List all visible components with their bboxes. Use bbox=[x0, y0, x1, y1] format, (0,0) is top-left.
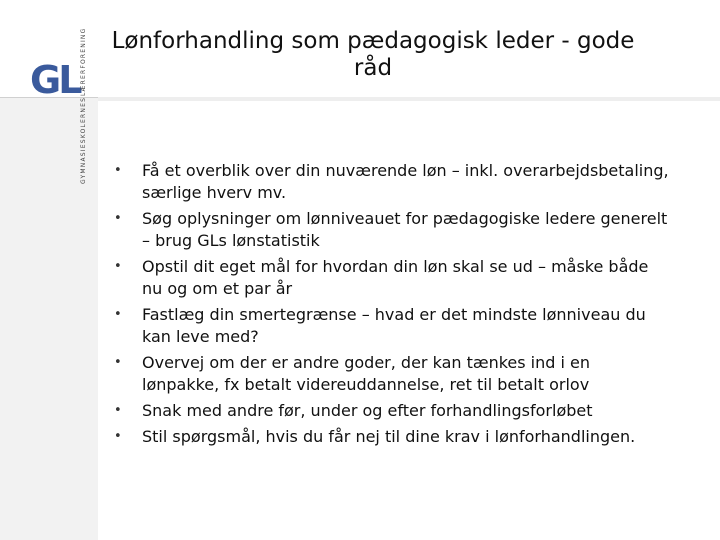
bullet-item bbox=[112, 208, 672, 252]
bullet-text: Stil spørgsmål, hvis du får nej til dine krav i lønforhandlingen. bbox=[142, 427, 636, 446]
bullet-item bbox=[112, 256, 672, 300]
bullet-item bbox=[112, 400, 672, 422]
bullet-dot: • bbox=[114, 307, 122, 322]
header-band bbox=[98, 97, 720, 101]
bullet-text: Snak med andre før, under og efter forhandlingsforløbet bbox=[142, 401, 593, 420]
tagline-lf: LÆRERFORENING bbox=[80, 27, 87, 96]
bullet-dot: • bbox=[114, 429, 122, 444]
bullet-dot: • bbox=[114, 163, 122, 178]
bullet-dot: • bbox=[114, 403, 122, 418]
bullet-text: Få et overblik over din nuværende løn – inkl. overarbejdsbetaling, særlige hverv mv. bbox=[142, 161, 669, 202]
bullet-item bbox=[112, 160, 672, 204]
tagline-gs: GYMNASIESKOLERNES bbox=[80, 96, 87, 184]
bullet-dot: • bbox=[114, 355, 122, 370]
slide-title: Lønforhandling som pædagogisk leder - gode råd bbox=[111, 28, 635, 81]
bullet-list bbox=[112, 160, 672, 452]
bullet-text: Søg oplysninger om lønniveauet for pædagogiske ledere generelt – brug GLs lønstatistik bbox=[142, 209, 668, 250]
bullet-text: Opstil dit eget mål for hvordan din løn skal se ud – måske både nu og om et par år bbox=[142, 257, 649, 298]
bullet-text: Fastlæg din smertegrænse – hvad er det mindste lønniveau du kan leve med? bbox=[142, 305, 646, 346]
bullet-item bbox=[112, 426, 672, 448]
bullet-dot: • bbox=[114, 211, 122, 226]
bullet-item bbox=[112, 304, 672, 348]
bullet-item bbox=[112, 352, 672, 396]
bullet-dot: • bbox=[114, 259, 122, 274]
gl-logo-text: GL bbox=[30, 62, 80, 96]
bullet-text: Overvej om der er andre goder, der kan tænkes ind i en lønpakke, fx betalt videreuddannelse, ret til betalt orlov bbox=[142, 353, 591, 394]
